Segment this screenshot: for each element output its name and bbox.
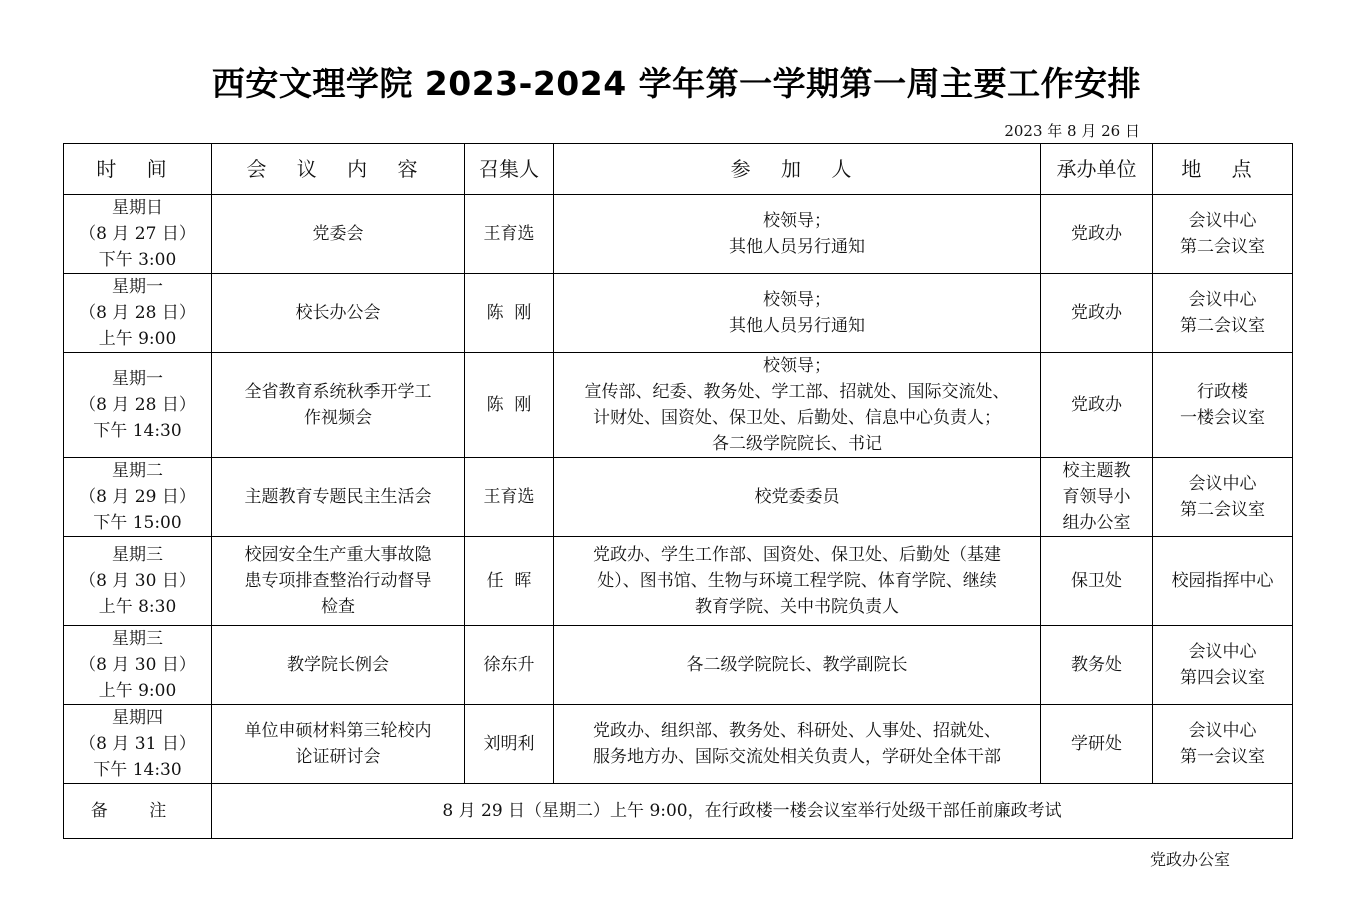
content-cell <box>212 458 465 537</box>
issuer-signature: 党政办公室 <box>1150 850 1231 869</box>
participants-cell-line: 服务地方办、国际交流处相关负责人，学研处全体干部 <box>593 747 1001 767</box>
content-cell-line: 教学院长例会 <box>287 655 389 675</box>
content-cell-line: 校长办公会 <box>295 303 381 323</box>
location-cell <box>1153 705 1293 784</box>
location-cell-line: 一楼会议室 <box>1180 408 1265 428</box>
schedule-row <box>64 626 1293 705</box>
location-cell <box>1153 537 1293 626</box>
time-cell-line: 下午 14:30 <box>93 421 182 441</box>
header-content: 会 议 内 容 <box>212 144 465 195</box>
content-cell-line: 全省教育系统秋季开学工 <box>244 382 432 402</box>
convener-cell: 徐东升 <box>465 626 554 705</box>
note-label: 备 注 <box>64 784 212 839</box>
participants-cell-line: 校党委委员 <box>754 487 840 507</box>
location-cell-line: 会议中心 <box>1188 290 1257 310</box>
participants-cell <box>554 458 1041 537</box>
time-cell <box>64 705 212 784</box>
time-cell-line: （8 月 29 日） <box>79 487 196 507</box>
time-cell-line: （8 月 28 日） <box>79 303 196 323</box>
organizer-cell <box>1041 274 1153 353</box>
time-cell-line: 下午 14:30 <box>93 760 182 780</box>
participants-cell-line: 处）、图书馆、生物与环境工程学院、体育学院、继续 <box>597 571 997 591</box>
location-cell <box>1153 626 1293 705</box>
organizer-cell-line: 育领导小 <box>1062 487 1131 507</box>
time-cell-line: 下午 15:00 <box>93 513 182 533</box>
location-cell <box>1153 458 1293 537</box>
participants-cell-line: 各二级学院院长、书记 <box>712 434 882 454</box>
organizer-cell-line: 组办公室 <box>1062 513 1131 533</box>
location-cell <box>1153 195 1293 274</box>
participants-cell <box>554 705 1041 784</box>
location-cell-line: 会议中心 <box>1188 211 1257 231</box>
participants-cell-line: 教育学院、关中书院负责人 <box>695 597 899 617</box>
time-cell-line: （8 月 31 日） <box>79 734 196 754</box>
participants-cell-line: 校领导； <box>763 211 831 231</box>
participants-cell <box>554 274 1041 353</box>
participants-cell <box>554 537 1041 626</box>
convener-cell: 刘明利 <box>465 705 554 784</box>
convener-cell: 陈 刚 <box>465 353 554 458</box>
location-cell-line: 会议中心 <box>1188 474 1257 494</box>
content-cell-line: 患专项排查整治行动督导 <box>244 571 432 591</box>
content-cell <box>212 705 465 784</box>
note-row <box>64 784 1293 839</box>
note-text: 8 月 29 日（星期二）上午 9:00，在行政楼一楼会议室举行处级干部任前廉政考试 <box>212 784 1293 839</box>
content-cell-line: 单位申硕材料第三轮校内 <box>244 721 432 741</box>
content-cell-line: 校园安全生产重大事故隐 <box>244 545 432 565</box>
schedule-row <box>64 705 1293 784</box>
participants-cell-line: 校领导； <box>763 290 831 310</box>
header-organizer: 承办单位 <box>1041 144 1153 195</box>
participants-cell-line: 各二级学院院长、教学副院长 <box>686 655 908 675</box>
organizer-cell <box>1041 626 1153 705</box>
issue-date: 2023 年 8 月 26 日 <box>1004 122 1140 140</box>
location-cell-line: 第四会议室 <box>1180 668 1265 688</box>
location-cell <box>1153 274 1293 353</box>
location-cell-line: 会议中心 <box>1188 642 1257 662</box>
organizer-cell-line: 学研处 <box>1071 734 1122 754</box>
organizer-cell <box>1041 705 1153 784</box>
participants-cell-line: 党政办、学生工作部、国资处、保卫处、后勤处（基建 <box>593 545 1001 565</box>
time-cell <box>64 353 212 458</box>
location-cell-line: 行政楼 <box>1197 382 1248 402</box>
content-cell <box>212 195 465 274</box>
organizer-cell-line: 教务处 <box>1071 655 1122 675</box>
schedule-table <box>63 143 1293 839</box>
organizer-cell-line: 党政办 <box>1071 395 1122 415</box>
header-participants: 参 加 人 <box>554 144 1041 195</box>
time-cell-line: （8 月 28 日） <box>79 395 196 415</box>
convener-cell: 王育选 <box>465 195 554 274</box>
time-cell-line: 星期日 <box>112 198 163 218</box>
organizer-cell-line: 保卫处 <box>1071 571 1122 591</box>
time-cell <box>64 537 212 626</box>
content-cell <box>212 626 465 705</box>
time-cell-line: 上午 8:30 <box>98 597 177 617</box>
schedule-row <box>64 537 1293 626</box>
schedule-row <box>64 274 1293 353</box>
time-cell <box>64 458 212 537</box>
content-cell-line: 作视频会 <box>304 408 372 428</box>
time-cell-line: （8 月 30 日） <box>79 571 196 591</box>
convener-cell: 陈 刚 <box>465 274 554 353</box>
organizer-cell <box>1041 458 1153 537</box>
organizer-cell-line: 党政办 <box>1071 303 1122 323</box>
content-cell-line: 检查 <box>321 597 355 617</box>
time-cell <box>64 195 212 274</box>
time-cell-line: 星期四 <box>112 708 163 728</box>
content-cell-line: 论证研讨会 <box>295 747 381 767</box>
time-cell-line: 星期三 <box>112 545 163 565</box>
location-cell-line: 第一会议室 <box>1180 747 1265 767</box>
participants-cell-line: 宣传部、纪委、教务处、学工部、招就处、国际交流处、 <box>584 382 1010 402</box>
participants-cell-line: 其他人员另行通知 <box>729 316 865 336</box>
organizer-cell <box>1041 537 1153 626</box>
time-cell-line: 上午 9:00 <box>98 681 177 701</box>
organizer-cell <box>1041 195 1153 274</box>
location-cell-line: 校园指挥中心 <box>1171 571 1274 591</box>
participants-cell <box>554 626 1041 705</box>
page-title: 西安文理学院 2023-2024 学年第一学期第一周主要工作安排 <box>211 64 1142 103</box>
participants-cell <box>554 195 1041 274</box>
convener-cell: 王育选 <box>465 458 554 537</box>
header-row <box>64 144 1293 195</box>
schedule-row <box>64 353 1293 458</box>
time-cell-line: （8 月 27 日） <box>79 224 196 244</box>
header-time: 时 间 <box>64 144 212 195</box>
time-cell-line: 星期一 <box>112 369 163 389</box>
time-cell-line: 星期二 <box>112 461 163 481</box>
organizer-cell <box>1041 353 1153 458</box>
time-cell-line: （8 月 30 日） <box>79 655 196 675</box>
location-cell-line: 会议中心 <box>1188 721 1257 741</box>
content-cell-line: 党委会 <box>312 224 364 244</box>
participants-cell-line: 党政办、组织部、教务处、科研处、人事处、招就处、 <box>593 721 1001 741</box>
time-cell-line: 下午 3:00 <box>98 250 177 270</box>
content-cell-line: 主题教育专题民主生活会 <box>244 487 432 507</box>
location-cell-line: 第二会议室 <box>1180 237 1265 257</box>
participants-cell-line: 计财处、国资处、保卫处、后勤处、信息中心负责人； <box>593 408 1001 428</box>
time-cell <box>64 274 212 353</box>
organizer-cell-line: 党政办 <box>1071 224 1122 244</box>
header-location: 地 点 <box>1153 144 1293 195</box>
content-cell <box>212 537 465 626</box>
location-cell-line: 第二会议室 <box>1180 316 1265 336</box>
header-convener: 召集人 <box>465 144 554 195</box>
content-cell <box>212 353 465 458</box>
content-cell <box>212 274 465 353</box>
participants-cell <box>554 353 1041 458</box>
participants-cell-line: 其他人员另行通知 <box>729 237 865 257</box>
location-cell <box>1153 353 1293 458</box>
schedule-row <box>64 195 1293 274</box>
time-cell-line: 上午 9:00 <box>98 329 177 349</box>
convener-cell: 任 晖 <box>465 537 554 626</box>
location-cell-line: 第二会议室 <box>1180 500 1265 520</box>
schedule-row <box>64 458 1293 537</box>
time-cell <box>64 626 212 705</box>
participants-cell-line: 校领导； <box>763 356 831 376</box>
organizer-cell-line: 校主题教 <box>1062 461 1131 481</box>
time-cell-line: 星期一 <box>112 277 163 297</box>
time-cell-line: 星期三 <box>112 629 163 649</box>
